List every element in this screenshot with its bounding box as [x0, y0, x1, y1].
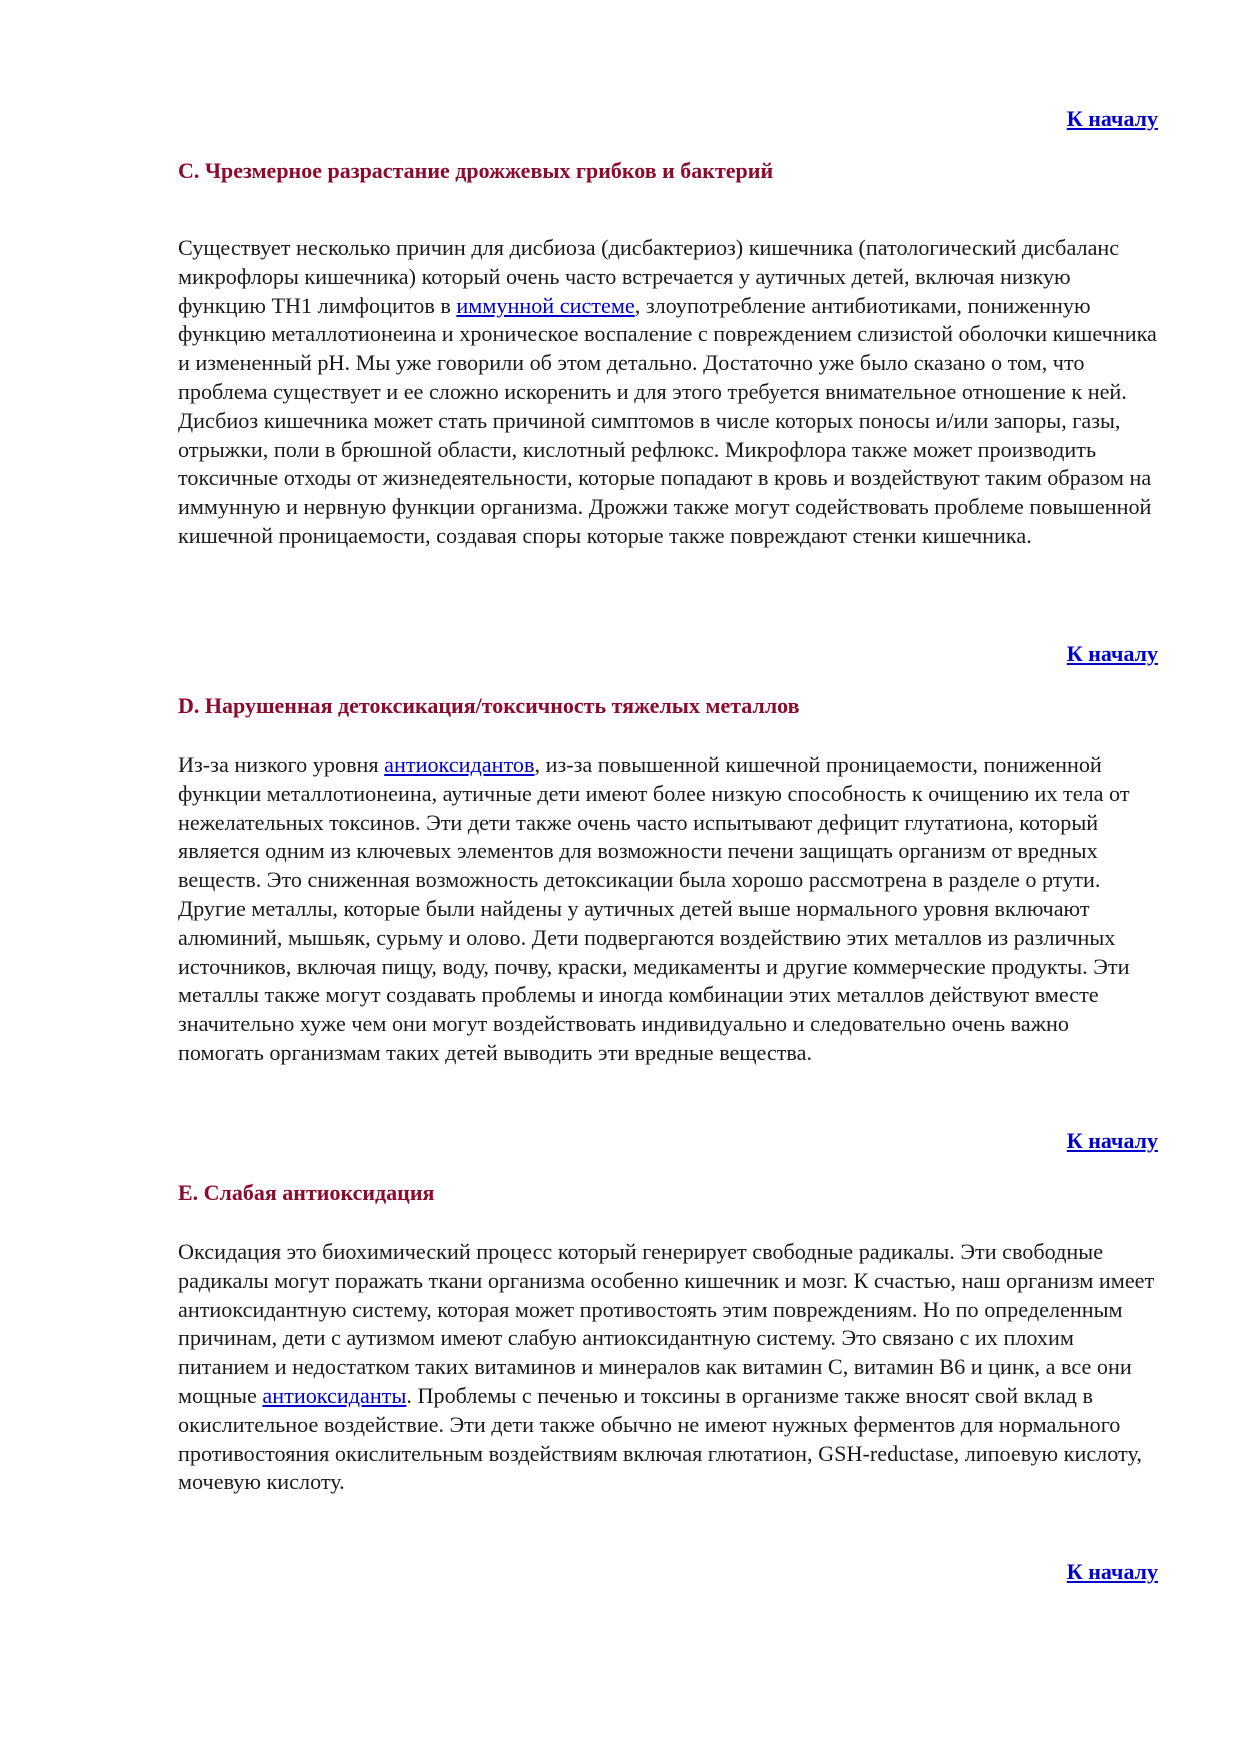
paragraph-text: . Проблемы с печенью и токсины в организме также вносят свой вклад в окислительное воздействие. Эти дети также обычно не имеют нужных ферментов для нормального противостояния окислительным воздействиям включая глютатион, GSH-reductase, липоевую кислоту, мочевую кислоту. [178, 1382, 1142, 1495]
back-to-top-link[interactable]: К началу [1066, 1559, 1158, 1584]
back-to-top-link[interactable]: К началу [1066, 106, 1158, 131]
section-paragraph-e [178, 1238, 1158, 1497]
paragraph-text: Оксидация это биохимический процесс который генерирует свободные радикалы. Эти свободные радикалы могут поражать ткани организма особенно кишечник и мозг. К счастью, наш организм имеет антиоксидантную систему, которая может противостоять этим повреждениям. Но по определенным причинам, дети с аутизмом имеют слабую антиоксидантную систему. Это связано с их плохим питанием и недостатком таких витаминов и минералов как витамин С, витамин В6 и цинк, а все они мощные [178, 1239, 1155, 1408]
paragraph-text: , из-за повышенной кишечной проницаемости, пониженной функции металлотионеина, аутичные дети имеют более низкую способность к очищению их тела от нежелательных токсинов. Эти дети также очень часто испытывают дефицит глутатиона, который является одним из ключевых элементов для возможности печени защищать организм от вредных веществ. Это сниженная возможность детоксикации была хорошо рассмотрена в разделе о ртути. Другие металлы, которые были найдены у аутичных детей выше нормального уровня включают алюминий, мышьяк, сурьму и олово. Дети подвергаются воздействию этих металлов из различных источников, включая пищу, воду, почву, краски, медикаменты и другие коммерческие продукты. Эти металлы также могут создавать проблемы и иногда комбинации этих металлов действуют вместе значительно хуже чем они могут воздействовать индивидуально и следовательно очень важно помогать организмам таких детей выводить эти вредные вещества. [178, 752, 1130, 1065]
back-to-top-link[interactable]: К началу [1066, 641, 1158, 666]
antioxidants-link[interactable]: антиоксидантов [384, 752, 535, 777]
paragraph-text: , злоупотребление антибиотиками, пониженную функцию металлотионеина и хроническое воспаление с повреждением слизистой оболочки кишечника и измененный pH. Мы уже говорили об этом детально. Достаточно уже было сказано о том, что проблема существует и ее сложно искоренить и для этого требуется внимательное отношение к ней. Дисбиоз кишечника может стать причиной симптомов в числе которых поносы и/или запоры, газы, отрыжки, поли в брюшной области, кислотный рефлюкс. Микрофлора также может производить токсичные отходы от жизнедеятельности, которые попадают в кровь и воздействуют таким образом на иммунную и нервную функции организма. Дрожжи также могут содействовать проблеме повышенной кишечной проницаемости, создавая споры которые также повреждают стенки кишечника. [178, 292, 1157, 548]
section-paragraph-c [178, 234, 1158, 551]
section-heading-d: D. Нарушенная детоксикация/токсичность тяжелых металлов [178, 693, 800, 718]
back-to-top-link[interactable]: К началу [1066, 1128, 1158, 1153]
immune-system-link[interactable]: иммунной системе [456, 292, 635, 318]
paragraph-text: Существует несколько причин для дисбиоза (дисбактериоз) кишечника (патологический дисбаланс микрофлоры кишечника) который очень часто встречается у аутичных детей, включая низкую функцию ТН1 лимфоцитов в [178, 235, 1120, 318]
section-heading-e: E. Слабая антиоксидация [178, 1180, 435, 1205]
section-heading-c: C. Чрезмерное разрастание дрожжевых грибков и бактерий [178, 158, 774, 183]
section-paragraph-d [178, 751, 1158, 1068]
antioxidants-link[interactable]: антиоксиданты [262, 1382, 407, 1408]
paragraph-text: Из-за низкого уровня [178, 752, 385, 777]
